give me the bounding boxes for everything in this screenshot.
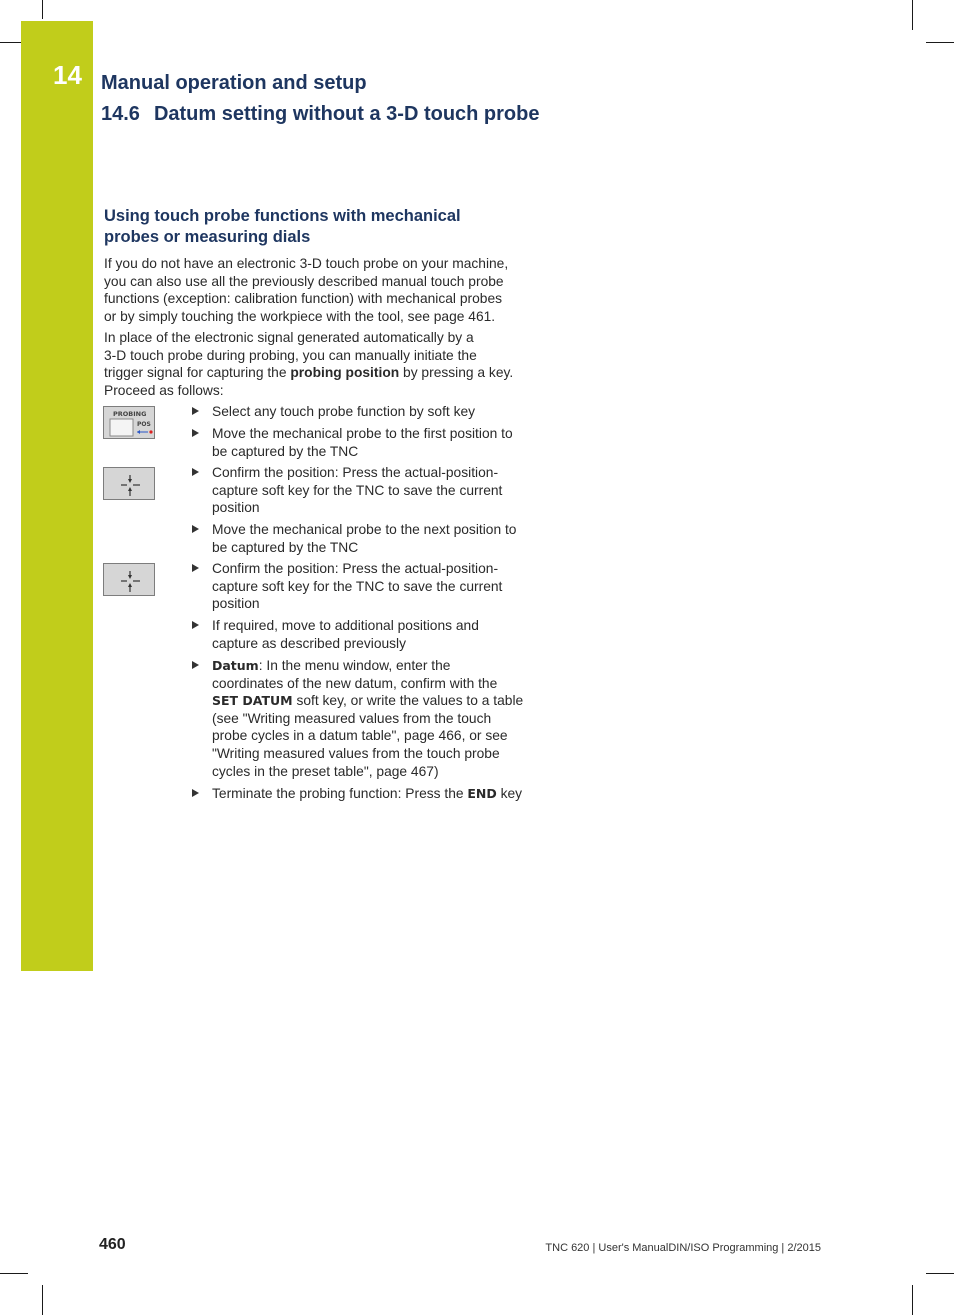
section-number: 14.6 — [101, 103, 140, 125]
subheading-line: probes or measuring dials — [104, 228, 311, 246]
step-move-next — [192, 521, 544, 556]
probing-pos-softkey-graphic — [104, 407, 156, 440]
probing-position-term: probing position — [290, 365, 400, 381]
crop-mark — [912, 0, 913, 30]
text-line — [104, 364, 544, 382]
text-span: Terminate the probing function: Press the — [212, 786, 468, 801]
bullet-triangle-icon — [192, 525, 199, 533]
text-line: Move the mechanical probe to the first position to — [212, 426, 513, 441]
footer-text: TNC 620 | User's ManualDIN/ISO Programming | 2/2015 — [545, 1242, 821, 1254]
crop-mark — [0, 1273, 28, 1274]
step-text — [212, 657, 544, 780]
step-text — [212, 425, 544, 460]
section-title-text: Datum setting without a 3-D touch probe — [153, 103, 540, 125]
text-line: If you do not have an electronic 3-D touch probe on your machine, — [104, 256, 509, 271]
text-line: In place of the electronic signal generated automatically by a — [104, 330, 474, 345]
text-line: capture soft key for the TNC to save the current — [212, 578, 503, 594]
datum-keyword: Datum — [212, 658, 259, 673]
step-confirm-next — [192, 560, 544, 613]
text-line: Move the mechanical probe to the next position to — [212, 522, 517, 537]
text-line: functions (exception: calibration function) with mechanical probes — [104, 291, 503, 307]
bullet-triangle-icon — [192, 621, 199, 629]
text-span: soft key, or write the values to a table — [292, 693, 524, 709]
text-line: position — [212, 500, 260, 516]
bullet-triangle-icon — [192, 789, 199, 797]
subheading — [104, 206, 544, 248]
step-text — [212, 464, 544, 517]
bullet-triangle-icon — [192, 429, 199, 437]
text-span: : In the menu window, enter the — [258, 658, 451, 673]
probing-label: PROBING — [113, 410, 147, 418]
text-line: be captured by the TNC — [212, 443, 359, 459]
step-datum — [192, 657, 544, 780]
text-span: by pressing a key. — [399, 365, 514, 381]
step-text — [212, 403, 544, 421]
text-line: 3-D touch probe during probing, you can manually initiate the — [104, 347, 477, 363]
intro-paragraph — [104, 255, 544, 325]
text-line: Proceed as follows: — [104, 382, 224, 398]
text-line: or by simply touching the workpiece with the tool, see page 461. — [104, 308, 496, 324]
bullet-triangle-icon — [192, 468, 199, 476]
text-line: "Writing measured values from the touch probe — [212, 745, 500, 761]
set-datum-keyword: SET DATUM — [212, 693, 293, 709]
step-text — [212, 521, 544, 556]
section-title — [101, 103, 539, 126]
bullet-triangle-icon — [192, 564, 199, 572]
subheading-line: Using touch probe functions with mechanical — [104, 207, 461, 225]
text-line: probe cycles in a datum table", page 466, or see — [212, 728, 508, 744]
crosshair-icon — [104, 468, 156, 501]
step-confirm-first — [192, 464, 544, 517]
step-text — [212, 785, 544, 803]
text-line: (see "Writing measured values from the touch — [212, 710, 492, 726]
chapter-number: 14 — [53, 60, 82, 90]
text-line: you can also use all the previously described manual touch probe — [104, 273, 504, 289]
probing-pos-softkey — [103, 406, 155, 439]
chapter-title: Manual operation and setup — [101, 72, 367, 94]
crop-mark — [926, 42, 954, 43]
end-keyword: END — [467, 786, 497, 801]
text-line: capture as described previously — [212, 635, 407, 651]
step-text — [212, 617, 544, 652]
text-line: cycles in the preset table", page 467) — [212, 763, 439, 779]
text-line: coordinates of the new datum, confirm with the — [212, 675, 498, 691]
text-line: Confirm the position: Press the actual-position- — [212, 561, 499, 576]
text-line: be captured by the TNC — [212, 539, 359, 555]
pos-label: POS — [137, 421, 151, 428]
step-terminate — [192, 785, 544, 803]
text-line — [212, 692, 544, 710]
text-line: Confirm the position: Press the actual-position- — [212, 465, 499, 480]
text-line: Select any touch probe function by soft key — [212, 404, 476, 419]
text-line — [212, 657, 544, 675]
crosshair-icon — [104, 564, 156, 597]
page-number: 460 — [99, 1236, 126, 1253]
crop-mark — [926, 1273, 954, 1274]
crop-mark — [42, 0, 43, 19]
crop-mark — [912, 1285, 913, 1315]
actual-position-capture-softkey — [103, 563, 155, 596]
actual-position-capture-softkey — [103, 467, 155, 500]
text-line: position — [212, 596, 260, 612]
step-additional-positions — [192, 617, 544, 652]
text-line: capture soft key for the TNC to save the current — [212, 482, 503, 498]
crop-mark — [42, 1285, 43, 1315]
bullet-triangle-icon — [192, 661, 199, 669]
step-select-function — [192, 403, 544, 421]
bullet-triangle-icon — [192, 407, 199, 415]
text-span: trigger signal for capturing the — [104, 365, 291, 381]
crop-mark — [0, 42, 21, 43]
step-move-first — [192, 425, 544, 460]
text-span: key — [496, 786, 523, 801]
text-line: If required, move to additional positions and — [212, 618, 479, 633]
step-text — [212, 560, 544, 613]
procedure-paragraph — [104, 329, 544, 399]
chapter-sidebar — [21, 21, 93, 971]
